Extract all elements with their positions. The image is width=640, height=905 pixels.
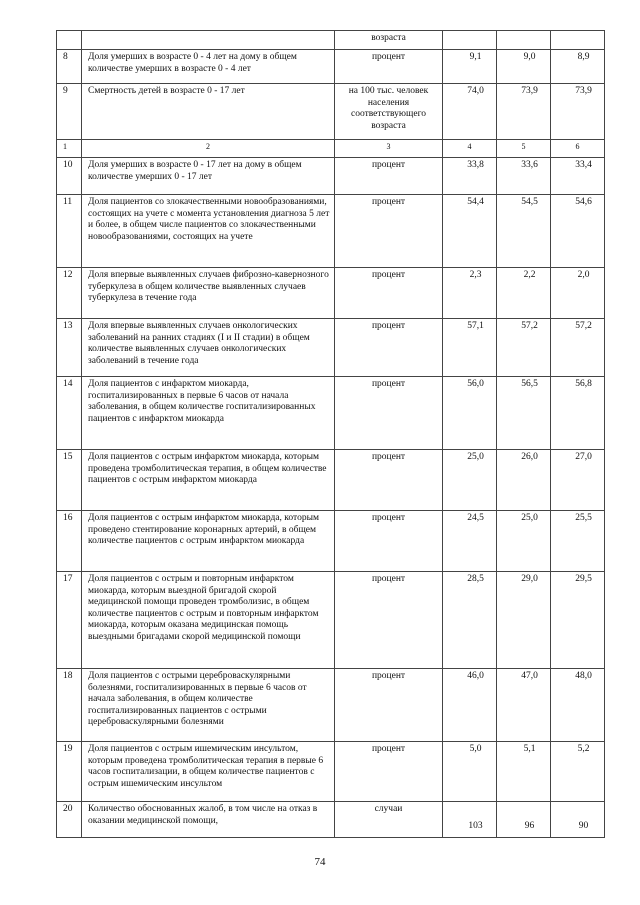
column-number: 3 <box>335 140 443 158</box>
indicator-name: Доля впервые выявленных случаев фиброзно-кавернозного туберкулеза в общем количестве выявленных случаев туберкулеза в течение года <box>82 268 335 319</box>
row-number: 18 <box>57 669 82 742</box>
table-row <box>57 742 605 802</box>
indicator-name: Доля пациентов с острым инфарктом миокарда, которым проведено стентирование коронарных артерий, в общем количестве пациентов с острым инфарктом миокарда <box>82 511 335 572</box>
row-number: 15 <box>57 450 82 511</box>
value-cell: 29,0 <box>497 572 551 669</box>
table-row <box>57 511 605 572</box>
row-number: 16 <box>57 511 82 572</box>
indicator-name: Доля пациентов со злокачественными новообразованиями, состоящих на учете с момента установления диагноза 5 лет и более, в общем числе пациентов со злокачественными новообразованиями, состоящих на учете <box>82 195 335 268</box>
value-cell: 56,0 <box>443 377 497 450</box>
table-row <box>57 802 605 838</box>
table-row <box>57 50 605 84</box>
value-cell: 5,0 <box>443 742 497 802</box>
value-cell: 74,0 <box>443 84 497 140</box>
indicators-table <box>56 30 605 838</box>
value-cell: 25,0 <box>497 511 551 572</box>
unit-cell: процент <box>335 195 443 268</box>
value-cell: 24,5 <box>443 511 497 572</box>
unit-cell: процент <box>335 268 443 319</box>
row-number: 13 <box>57 319 82 377</box>
value-cell <box>551 31 605 50</box>
value-cell: 33,6 <box>497 158 551 195</box>
unit-cell: процент <box>335 450 443 511</box>
table-row <box>57 31 605 50</box>
table-row <box>57 450 605 511</box>
value-cell: 54,4 <box>443 195 497 268</box>
value-cell: 27,0 <box>551 450 605 511</box>
value-cell: 56,8 <box>551 377 605 450</box>
row-number: 20 <box>57 802 82 838</box>
value-cell: 47,0 <box>497 669 551 742</box>
row-number: 9 <box>57 84 82 140</box>
indicator-name: Смертность детей в возрасте 0 - 17 лет <box>82 84 335 140</box>
table-row <box>57 268 605 319</box>
indicator-name: Доля пациентов с острым ишемическим инсультом, которым проведена тромболитическая терапия в первые 6 часов госпитализации, в общем количестве пациентов с острым ишемическим инсультом <box>82 742 335 802</box>
table-row <box>57 669 605 742</box>
value-cell: 103 <box>443 802 497 838</box>
row-number: 12 <box>57 268 82 319</box>
value-cell: 28,5 <box>443 572 497 669</box>
value-cell: 57,2 <box>551 319 605 377</box>
value-cell: 96 <box>497 802 551 838</box>
table-row <box>57 319 605 377</box>
unit-cell: процент <box>335 377 443 450</box>
row-number: 10 <box>57 158 82 195</box>
value-cell: 33,8 <box>443 158 497 195</box>
row-number: 19 <box>57 742 82 802</box>
indicator-name: Доля умерших в возрасте 0 - 17 лет на дому в общем количестве умерших 0 - 17 лет <box>82 158 335 195</box>
value-cell <box>497 31 551 50</box>
value-cell: 26,0 <box>497 450 551 511</box>
value-cell <box>443 31 497 50</box>
row-number: 17 <box>57 572 82 669</box>
table-row <box>57 377 605 450</box>
value-cell: 25,0 <box>443 450 497 511</box>
unit-cell: процент <box>335 669 443 742</box>
value-cell: 5,2 <box>551 742 605 802</box>
indicator-name <box>82 31 335 50</box>
row-number: 14 <box>57 377 82 450</box>
column-number-row <box>57 140 605 158</box>
value-cell: 5,1 <box>497 742 551 802</box>
indicator-name: Доля впервые выявленных случаев онкологических заболеваний на ранних стадиях (I и II стадии) в общем количестве выявленных случаев онкологических заболеваний в течение года <box>82 319 335 377</box>
table-row <box>57 158 605 195</box>
value-cell: 54,6 <box>551 195 605 268</box>
unit-cell: процент <box>335 742 443 802</box>
row-number: 11 <box>57 195 82 268</box>
unit-cell: возраста <box>335 31 443 50</box>
column-number: 4 <box>443 140 497 158</box>
unit-cell: процент <box>335 158 443 195</box>
unit-cell: на 100 тыс. человек населения соответствующего возраста <box>335 84 443 140</box>
row-number <box>57 31 82 50</box>
value-cell: 46,0 <box>443 669 497 742</box>
unit-cell: случаи <box>335 802 443 838</box>
value-cell: 90 <box>551 802 605 838</box>
value-cell: 57,1 <box>443 319 497 377</box>
value-cell: 48,0 <box>551 669 605 742</box>
unit-cell: процент <box>335 572 443 669</box>
value-cell: 73,9 <box>497 84 551 140</box>
unit-cell: процент <box>335 319 443 377</box>
value-cell: 25,5 <box>551 511 605 572</box>
value-cell: 2,2 <box>497 268 551 319</box>
column-number: 1 <box>57 140 82 158</box>
indicator-name: Доля пациентов с острым и повторным инфарктом миокарда, которым выездной бригадой скорой медицинской помощи проведен тромболизис, в общем количестве пациентов с острым и повторным инфарктом миокарда, которым оказана медицинская помощь выездными бригадами скорой медицинской помощи <box>82 572 335 669</box>
value-cell: 29,5 <box>551 572 605 669</box>
value-cell: 56,5 <box>497 377 551 450</box>
value-cell: 33,4 <box>551 158 605 195</box>
value-cell: 2,3 <box>443 268 497 319</box>
column-number: 2 <box>82 140 335 158</box>
unit-cell: процент <box>335 511 443 572</box>
indicator-name: Доля пациентов с острым инфарктом миокарда, которым проведена тромболитическая терапия, в общем количестве пациентов с острым инфарктом миокарда <box>82 450 335 511</box>
table-row <box>57 84 605 140</box>
value-cell: 57,2 <box>497 319 551 377</box>
unit-cell: процент <box>335 50 443 84</box>
column-number: 6 <box>551 140 605 158</box>
value-cell: 54,5 <box>497 195 551 268</box>
indicator-name: Доля пациентов с инфарктом миокарда, госпитализированных в первые 6 часов от начала заболевания, в общем количестве госпитализированных пациентов с инфарктом миокарда <box>82 377 335 450</box>
value-cell: 9,0 <box>497 50 551 84</box>
page-number: 74 <box>314 856 326 868</box>
value-cell: 9,1 <box>443 50 497 84</box>
column-number: 5 <box>497 140 551 158</box>
table-row <box>57 572 605 669</box>
indicator-name: Доля пациентов с острыми цереброваскулярными болезнями, госпитализированных в первые 6 часов от начала заболевания, в общем количестве госпитализированных пациентов с острыми цереброваскулярными болезнями <box>82 669 335 742</box>
value-cell: 8,9 <box>551 50 605 84</box>
indicator-name: Количество обоснованных жалоб, в том числе на отказ в оказании медицинской помощи, <box>82 802 335 838</box>
value-cell: 73,9 <box>551 84 605 140</box>
table-row <box>57 195 605 268</box>
indicator-name: Доля умерших в возрасте 0 - 4 лет на дому в общем количестве умерших в возрасте 0 - 4 лет <box>82 50 335 84</box>
row-number: 8 <box>57 50 82 84</box>
value-cell: 2,0 <box>551 268 605 319</box>
